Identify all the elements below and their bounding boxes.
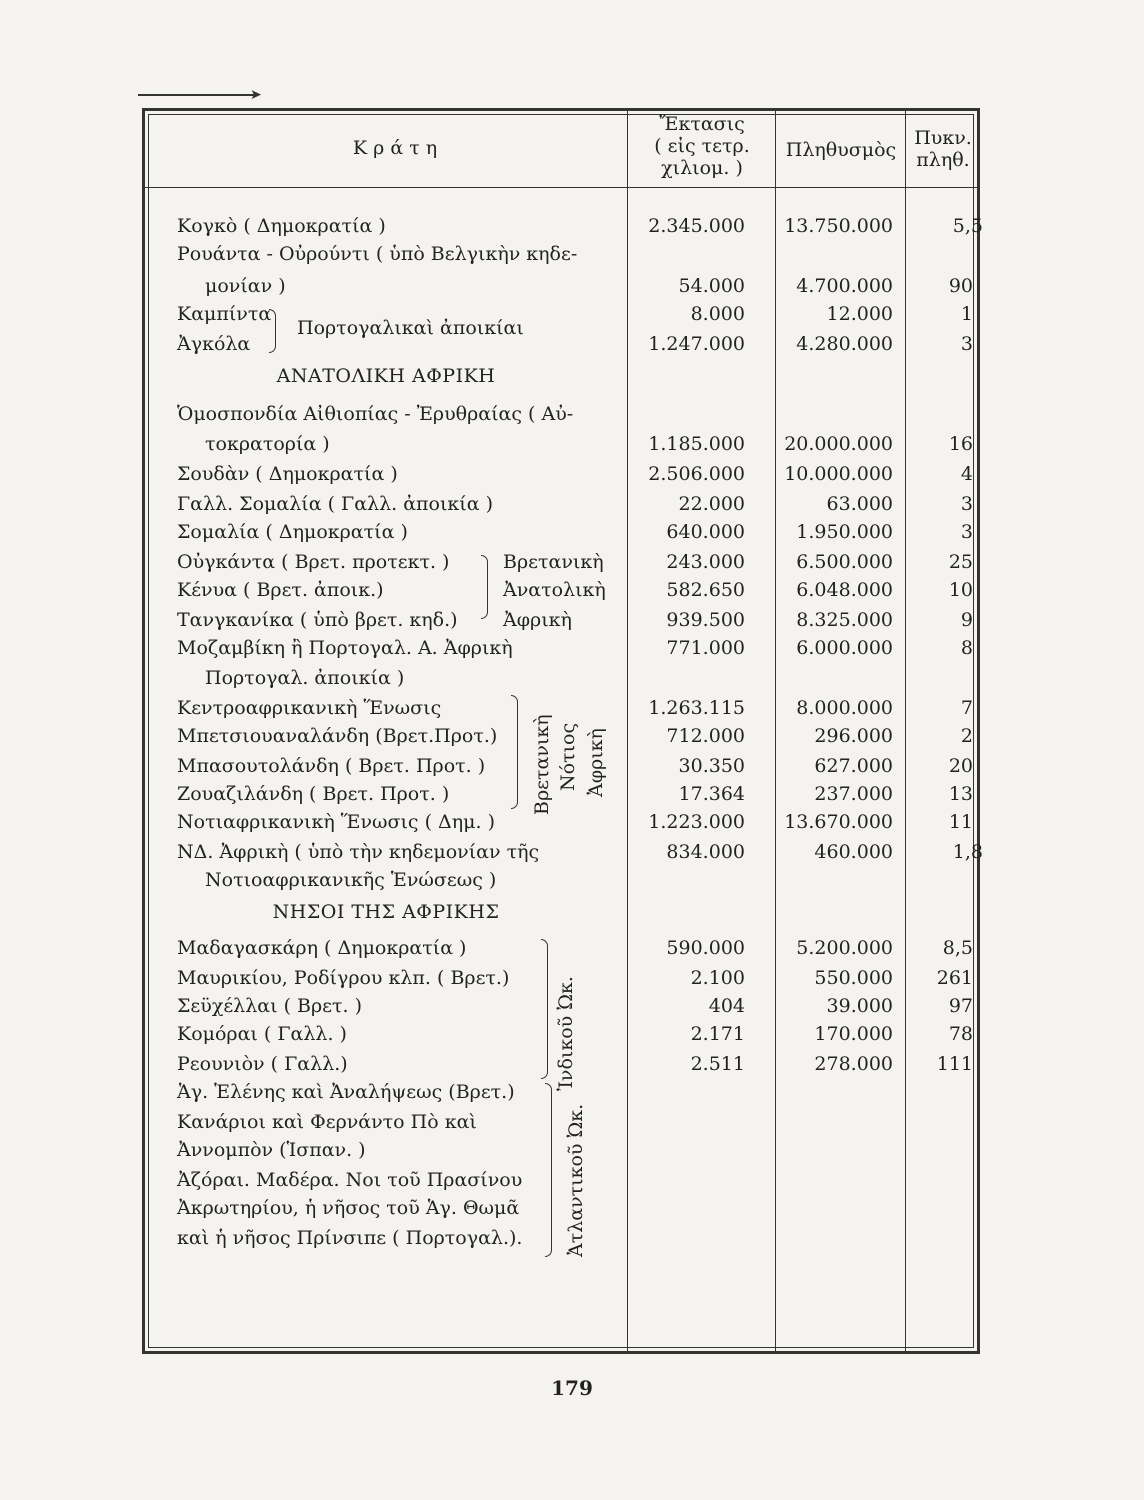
- table-row: Ἀκρωτηρίου, ἡ νῆσος τοῦ Ἁγ. Θωμᾶ: [177, 1197, 520, 1219]
- table-row: Ὁμοσπονδία Αἰθιοπίας - Ἐρυθραίας ( Αὐ-: [177, 403, 574, 425]
- table-row: καὶ ἡ νῆσος Πρίνσιπε ( Πορτογαλ.).: [177, 1227, 523, 1249]
- table-row: Κογκὸ ( Δημοκρατία ) 2.345.000 13.750.000 5,5: [177, 215, 983, 237]
- table-row: Ἁγ. Ἑλένης καὶ Ἀναλήψεως (Βρετ.): [177, 1081, 515, 1103]
- arrow-mark: ➤: [138, 88, 266, 102]
- header-population: Πληθυσμὸς: [785, 139, 897, 161]
- header-state: Κ ρ ά τ η: [352, 137, 438, 159]
- page-number: 179: [551, 1376, 593, 1400]
- table-row: Νοτιοαφρικανικῆς Ἑνώσεως ): [205, 869, 497, 891]
- table-row: Μοζαμβίκη ἢ Πορτογαλ. Α. Ἀφρικὴ 771.000 6.000.000 8: [177, 637, 973, 659]
- group-label: Νότιος: [557, 722, 579, 791]
- table-row: Σουδὰν ( Δημοκρατία ) 2.506.000 10.000.000 4: [177, 463, 973, 485]
- table-row: Ζουαζιλάνδη ( Βρετ. Προτ. ) 17.364 237.000 13: [177, 783, 973, 805]
- table-row: Νοτιαφρικανικὴ Ἕνωσις ( Δημ. ) 1.223.000 13.670.000 11: [177, 811, 973, 833]
- table-row: Ἀζόραι. Μαδέρα. Νοι τοῦ Πρασίνου: [177, 1169, 523, 1191]
- table-frame: [142, 108, 983, 1354]
- header-area: Ἔκτασις ( εἰς τετρ. χιλιομ. ): [654, 113, 750, 179]
- table-row: Κομόραι ( Γαλλ. ) 2.171 170.000 78: [177, 1023, 973, 1045]
- table-row: Μαυρικίου, Ροδίγρου κλπ. ( Βρετ.) 2.100 550.000 261: [177, 967, 973, 989]
- group-label: Βρετανικὴ: [531, 714, 553, 815]
- table-row: Οὐγκάντα ( Βρετ. προτεκτ. ) Βρετανικὴ 243.000 6.500.000 25: [177, 551, 973, 573]
- group-label: Ἰνδικοῦ Ὠκ.: [555, 976, 577, 1091]
- table-row: ΝΔ. Ἀφρικὴ ( ὑπὸ τὴν κηδεμονίαν τῆς 834.000 460.000 1,8: [177, 841, 983, 863]
- table-row: Κένυα ( Βρετ. ἀποικ.) Ἀνατολικὴ 582.650 6.048.000 10: [177, 579, 973, 601]
- table-row: Ρεουνιὸν ( Γαλλ.) 2.511 278.000 111: [177, 1053, 973, 1075]
- table-row: Γαλλ. Σομαλία ( Γαλλ. ἀποικία ) 22.000 63.000 3: [177, 493, 973, 515]
- section-heading: ΝΗΣΟΙ ΤΗΣ ΑΦΡΙΚΗΣ: [272, 901, 500, 923]
- section-heading: ΑΝΑΤΟΛΙΚΗ ΑΦΡΙΚΗ: [276, 365, 496, 387]
- group-label: Ἀφρικὴ: [585, 728, 607, 797]
- table-row: Πορτογαλικαὶ ἀποικίαι: [297, 317, 524, 339]
- table-row: Κανάριοι καὶ Φερνάντο Πὸ καὶ: [177, 1111, 477, 1133]
- table-row: Μπετσιουαναλάνδη (Βρετ.Προτ.) 712.000 296.000 2: [177, 725, 973, 747]
- table-row: Τανγκανίκα ( ὑπὸ βρετ. κηδ.) Ἀφρικὴ 939.500 8.325.000 9: [177, 609, 973, 631]
- table-row: τοκρατορία ) 1.185.000 20.000.000 16: [205, 433, 973, 455]
- table-row: Ἀννομπὸν (Ἱσπαν. ): [177, 1139, 366, 1161]
- table-row: Ρουάντα - Οὐρούντι ( ὑπὸ Βελγικὴν κηδε-: [177, 243, 578, 265]
- table-row: Σομαλία ( Δημοκρατία ) 640.000 1.950.000 3: [177, 521, 973, 543]
- table-row: Μαδαγασκάρη ( Δημοκρατία ) 590.000 5.200.000 8,5: [177, 937, 973, 959]
- table-row: Πορτογαλ. ἀποικία ): [205, 667, 405, 689]
- table-row: Ἀγκόλα 1.247.000 4.280.000 3: [177, 333, 973, 355]
- table-row: Σεϋχέλλαι ( Βρετ. ) 404 39.000 97: [177, 995, 973, 1017]
- table-row: μονίαν ) 54.000 4.700.000 90: [205, 275, 973, 297]
- table-row: Μπασουτολάνδη ( Βρετ. Προτ. ) 30.350 627.000 20: [177, 755, 973, 777]
- table-row: Κεντροαφρικανικὴ Ἕνωσις 1.263.115 8.000.000 7: [177, 697, 973, 719]
- header-density: Πυκν. πληθ.: [914, 127, 972, 171]
- table-row: Καμπίντα 8.000 12.000 1: [177, 303, 973, 325]
- group-label: Ἀτλαντικοῦ Ὠκ.: [565, 1103, 587, 1257]
